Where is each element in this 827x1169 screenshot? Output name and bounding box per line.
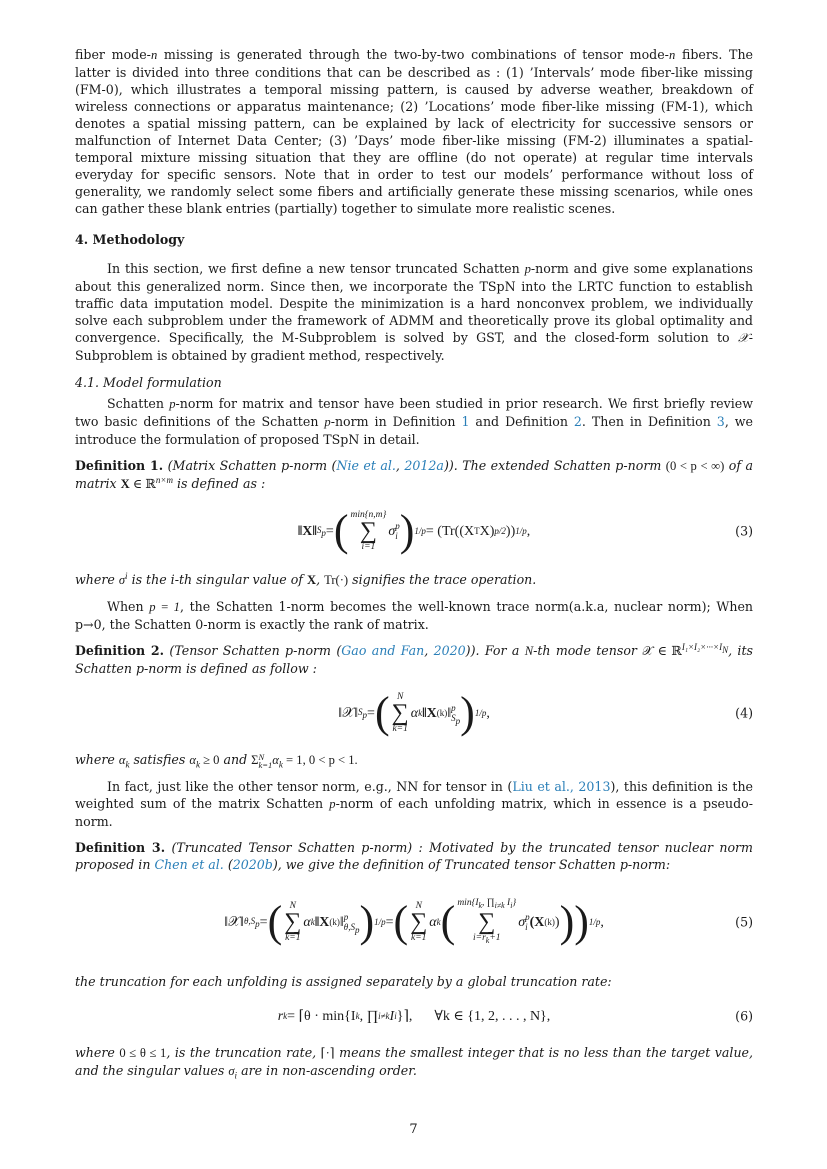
- definition-3: Definition 3. (Truncated Tensor Schatten p-norm) : Motivated by the truncated tensor nuclear norm proposed in Chen et al. (2020b), we give the definition of Truncated tensor Schatten p-norm:: [75, 840, 753, 872]
- sum-operator: N ∑ k=1: [284, 901, 302, 943]
- definition-2: Definition 2. (Tensor Schatten p-norm (Gao and Fan, 2020)). For a N-th mode tensor 𝒳 ∈ ℝ$^{I_1\times I_2\times\cdot\cdot\cdot\times I_N}$, its Schatten p-norm is defined as follow :: [75, 641, 753, 676]
- cite-chen-year[interactable]: 2020b: [232, 857, 273, 872]
- sum-operator: N ∑ k=1: [391, 692, 409, 734]
- cite-gao-fan-year[interactable]: 2020: [433, 643, 466, 658]
- cite-chen[interactable]: Chen et al.: [154, 857, 224, 872]
- definition-1-explanation: where $\sigma^i$ is the i-th singular value of X, Tr(·) signifies the trace operation.: [75, 570, 537, 587]
- ref-definition-2[interactable]: 2: [573, 414, 582, 429]
- paper-page: [75, 46, 753, 1080]
- schatten-1-norm-paragraph: When p = 1, the Schatten 1-norm becomes the well-known trace norm(a.k.a, nuclear norm); When p→0, the Schatten 0-norm is exactly the rank of matrix.: [75, 599, 754, 632]
- sum-operator: $\min\{I_k$, $\prod_{i\ne k}$ $I_i$} ∑ $i=r_k+1$: [457, 898, 517, 945]
- cite-nie-year[interactable]: 2012a: [404, 458, 444, 473]
- nn-paragraph: In fact, just like the other tensor norm, e.g., NN for tensor in (Liu et al., 2013), this definition is the weighted sum of the matrix Schatten p-norm of each unfolding matrix, which in essence is a pseudo-norm.: [75, 779, 754, 829]
- sum-operator: min{n,m} ∑ i=1: [350, 510, 387, 552]
- truncation-rate-explanation: where 0 ≤ θ ≤ 1, is the truncation rate, ⌈·⌉ means the smallest integer that is no less than the target value, and the singular values $\sigma_i$ are in non-ascending order.: [75, 1045, 754, 1081]
- equation-6: r k = ⌈θ · min{I k , ∏ i≠k I i }⌉, ∀k ∈ {1, 2, . . . , N}, (6): [277, 1008, 753, 1024]
- model-formulation-paragraph: Schatten p-norm for matrix and tensor have been studied in prior research. We first briefly review two basic definitions of the Schatten p-norm in Definition 1 and Definition 2. Then in Definition 3, we introduce the formulation of proposed TSpN in detail.: [75, 396, 753, 447]
- definition-2-explanation: where $\alpha_k$ satisfies $\alpha_k \ge 0$ and Σ N k=1 $\alpha_k = 1$, 0 < p < 1.: [75, 751, 358, 770]
- equation-3: ‖X‖ $S_p$ = ( min{n,m} ∑ i=1 σ p i ) 1/p = (Tr((X T X) p/2 )) 1/p , (3): [297, 506, 753, 555]
- page-number: 7: [409, 1122, 418, 1137]
- cite-gao-fan[interactable]: Gao and Fan: [341, 643, 425, 658]
- definition-1: Definition 1. (Matrix Schatten p-norm (Nie et al., 2012a)). The extended Schatten p-norm (0 < p < ∞) of a matrix X ∈ ℝ$^{n\times m}$ is defined as :: [75, 458, 753, 491]
- ref-definition-1[interactable]: 1: [461, 414, 470, 429]
- subsection-heading-model-formulation: 4.1. Model formulation: [75, 375, 222, 390]
- equation-4: ‖𝒳‖ $S_p$ = ( N ∑ k=1 α k ‖X (k) ‖ p $S_p$ ) 1/p , (4): [338, 688, 753, 737]
- intro-paragraph: fiber mode-n missing is generated through the two-by-two combinations of tensor mode-n fibers. The latter is divided into three conditions that can be described as : (1) ’Intervals’ mode fiber-like missing (FM-0), which illustrates a temporal missing pattern, is caused by adverse weather, breakdown of wireless connections or apparatus maintenance; (2) ’Locations’ mode fiber-like missing (FM-1), which denotes a spatial missing pattern, can be explained by lack of electricity for successive sensors or malfunction of Internet Data Center; (3) ’Days’ mode fiber-like missing (FM-2) illuminates a spatial-temporal mixture missing situation that they are offline (do not operate) at regular time intervals everyday for specific sensors. Note that in order to test our models’ performance without loss of generality, we randomly select some fibers and artificially generate these missing scenarios, while ones can gather these blank entries (partially) together to simulate more realistic scenes.: [75, 47, 754, 216]
- methodology-paragraph: In this section, we first define a new tensor truncated Schatten p-norm and give some explanations about this generalized norm. Since then, we incorporate the TSpN into the LRTC function to establish traffic data imputation model. Despite the minimization is a hard nonconvex problem, we individually solve each subproblem under the framework of ADMM and theoretically prove its global optimality and convergence. Specifically, the M-Subproblem is solved by GST, and the closed-form solution to 𝒳-Subproblem is obtained by gradient method, respectively.: [75, 261, 753, 363]
- ref-definition-3[interactable]: 3: [716, 414, 725, 429]
- cite-nie[interactable]: Nie et al.: [336, 458, 396, 473]
- section-heading-methodology: 4. Methodology: [75, 232, 185, 247]
- sum-operator: N ∑ k=1: [410, 901, 428, 943]
- truncation-explanation: the truncation for each unfolding is assigned separately by a global truncation rate:: [75, 974, 612, 989]
- equation-5: ‖𝒳‖ $\theta,S_p$ = ( N ∑ k=1 α k ‖X (k) ‖ p $\theta,S_p$ ) 1/p = ( N ∑ k=1 α k ( $\min\{I_k$, $\prod_{i\ne k}$ $I_i$} ∑ $i=r_k+1$ σ p i (X (k) ) ) ) 1/p , (5): [224, 897, 753, 946]
- cite-liu[interactable]: Liu et al., 2013: [512, 779, 611, 794]
